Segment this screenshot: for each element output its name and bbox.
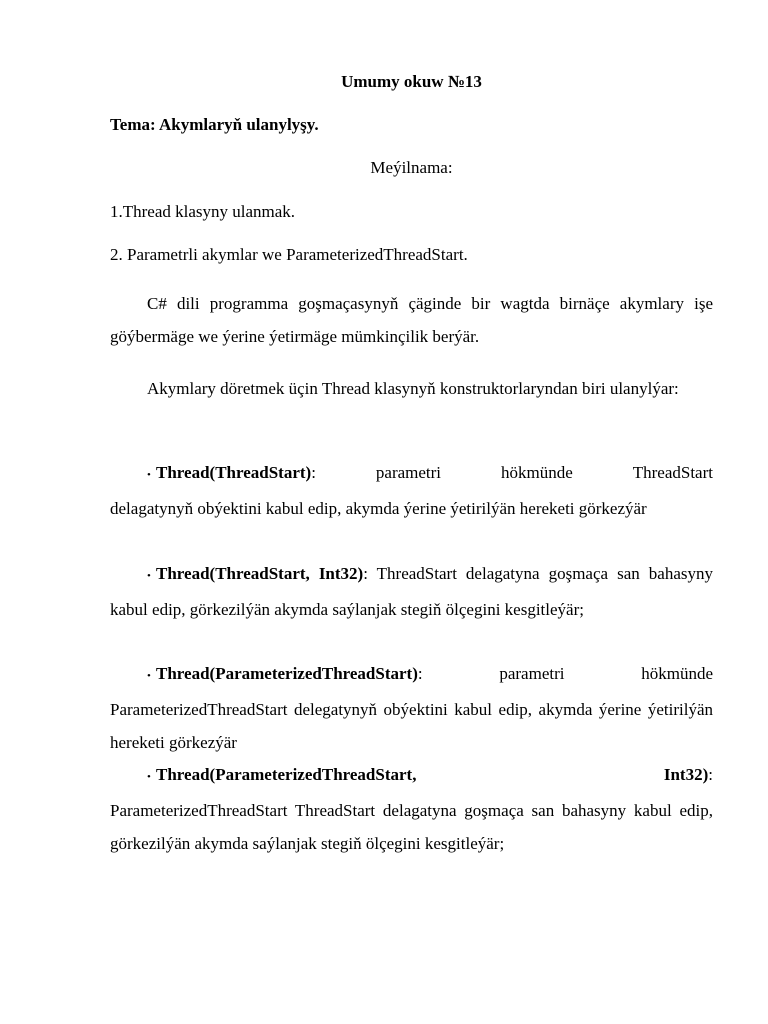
- bullet-3-lead: [147, 657, 423, 693]
- bullet-3-first-line: [110, 657, 713, 693]
- bullet-4-lead: [147, 758, 416, 794]
- bullet-4-colon: :: [708, 765, 713, 784]
- bullet-3-term: Thread(ParameterizedThreadStart): [156, 664, 418, 683]
- document-topic: Tema: Akymlaryň ulanylyşy.: [110, 115, 319, 134]
- bullet-1-first-line: [110, 456, 713, 492]
- bullet-2-rest: ThreadStart delagatyna goşmaça san bahasyny kabul edip, görkezilýän akymda saýlanjak stegiň ölçegini kesgitleýär;: [110, 564, 713, 619]
- bullet-4-tail: [664, 758, 713, 794]
- paragraph-constructors: Akymlary döretmek üçin Thread klasynyň konstruktorlaryndan biri ulanylýar:: [147, 379, 679, 398]
- plan-heading: Meýilnama:: [370, 158, 453, 177]
- bullet-item-3: [110, 657, 713, 759]
- bullet-4-first-line: [110, 758, 713, 794]
- bullet-3-word: hökmünde: [641, 664, 713, 683]
- bullet-4-rest: ParameterizedThreadStart ThreadStart delagatyna goşmaça san bahasyny kabul edip, görkezilýän akymda saýlanjak stegiň ölçegini kesgitleýär;: [110, 801, 713, 853]
- bullet-1-word: ThreadStart: [632, 463, 713, 482]
- bullet-2-colon: :: [363, 564, 368, 583]
- bullet-4-term-part1: Thread(ParameterizedThreadStart,: [156, 765, 417, 784]
- bullet-1-rest: delagatynyň obýektini kabul edip, akymda ýerine ýetirilýän hereketi görkezýär: [110, 499, 647, 518]
- bullet-item-1: [110, 456, 713, 525]
- bullet-1-lead: [147, 456, 316, 492]
- bullet-4-term-part2: Int32): [663, 765, 709, 784]
- bullet-1-word: hökmünde: [501, 463, 573, 482]
- document-title: Umumy okuw №13: [341, 72, 482, 91]
- plan-item-2: 2. Parametrli akymlar we ParameterizedThreadStart.: [110, 245, 468, 264]
- bullet-3-rest: ParameterizedThreadStart delegatynyň obýektini kabul edip, akymda ýerine ýetirilýän hereketi görkezýär: [110, 700, 713, 752]
- bullet-3-word: parametri: [499, 664, 565, 683]
- bullet-1-word: parametri: [375, 463, 442, 482]
- bullet-3-colon: :: [417, 664, 423, 683]
- bullet-item-2: [110, 557, 713, 626]
- bullet-dot: •: [147, 771, 151, 783]
- bullet-dot: •: [147, 670, 151, 682]
- bullet-1-colon: :: [311, 463, 316, 482]
- bullet-item-4: [110, 758, 713, 860]
- bullet-dot: •: [147, 570, 151, 582]
- bullet-1-term: Thread(ThreadStart): [156, 463, 312, 482]
- paragraph-intro: C# dili programma goşmaçasynyň çäginde bir wagtda birnäçe akymlary işe göýbermäge we ýerine ýetirmäge mümkinçilik berýär.: [110, 294, 713, 346]
- bullet-2-term: Thread(ThreadStart, Int32): [156, 564, 364, 583]
- bullet-dot: •: [147, 469, 151, 481]
- plan-item-1: 1.Thread klasyny ulanmak.: [110, 202, 296, 221]
